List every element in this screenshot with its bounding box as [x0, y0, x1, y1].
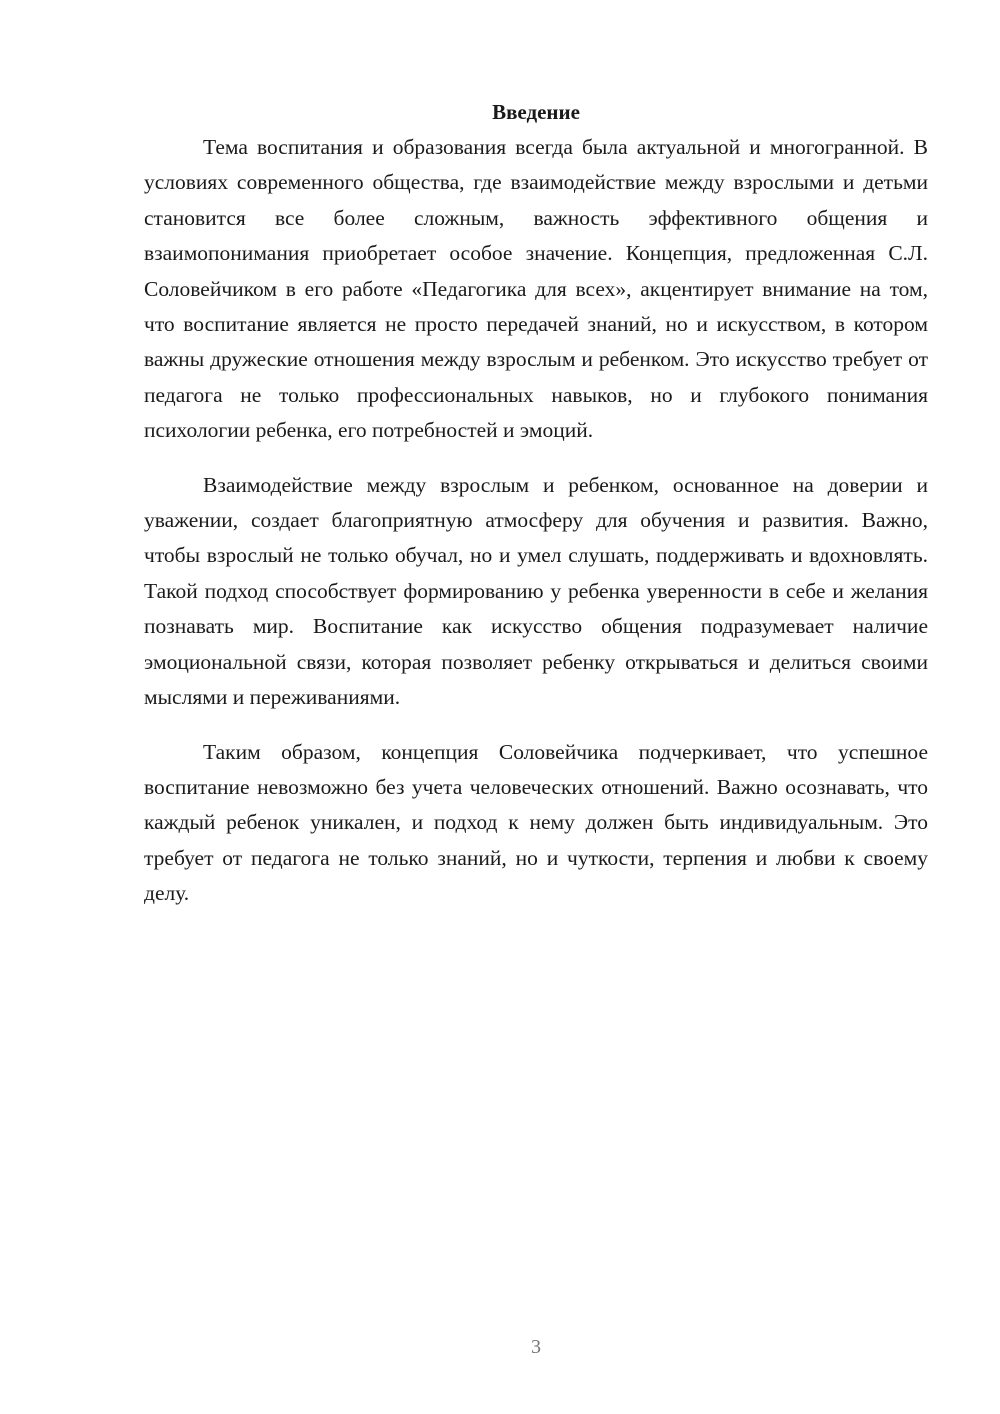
paragraph-3: Таким образом, концепция Соловейчика подчеркивает, что успешное воспитание невозможно без учета человеческих отношений. Важно осознавать, что каждый ребенок уникален, и подход к нему должен быть индивидуальным. Это требует от педагога не только знаний, но и чуткости, терпения и любви к своему делу. [144, 739, 928, 906]
page-content [144, 96, 928, 931]
paragraph-2: Взаимодействие между взрослым и ребенком, основанное на доверии и уважении, создает благоприятную атмосферу для обучения и развития. Важно, чтобы взрослый не только обучал, но и умел слушать, поддерживать и вдохновлять. Такой подход способствует формированию у ребенка уверенности в себе и желания познавать мир. Воспитание как искусство общения подразумевает наличие эмоциональной связи, которая позволяет ребенку открываться и делиться своими мыслями и переживаниями. [144, 472, 928, 710]
paragraph-1: Тема воспитания и образования всегда была актуальной и многогранной. В условиях современного общества, где взаимодействие между взрослыми и детьми становится все более сложным, важность эффективного общения и взаимопонимания приобретает особое значение. Концепция, предложенная С.Л. Соловейчиком в его работе «Педагогика для всех», акцентирует внимание на том, что воспитание является не просто передачей знаний, но и искусством, в котором важны дружеские отношения между взрослым и ребенком. Это искусство требует от педагога не только профессиональных навыков, но и глубокого понимания психологии ребенка, его потребностей и эмоций. [144, 135, 928, 443]
page-number: 3 [531, 1336, 541, 1358]
section-title: Введение [492, 100, 580, 124]
